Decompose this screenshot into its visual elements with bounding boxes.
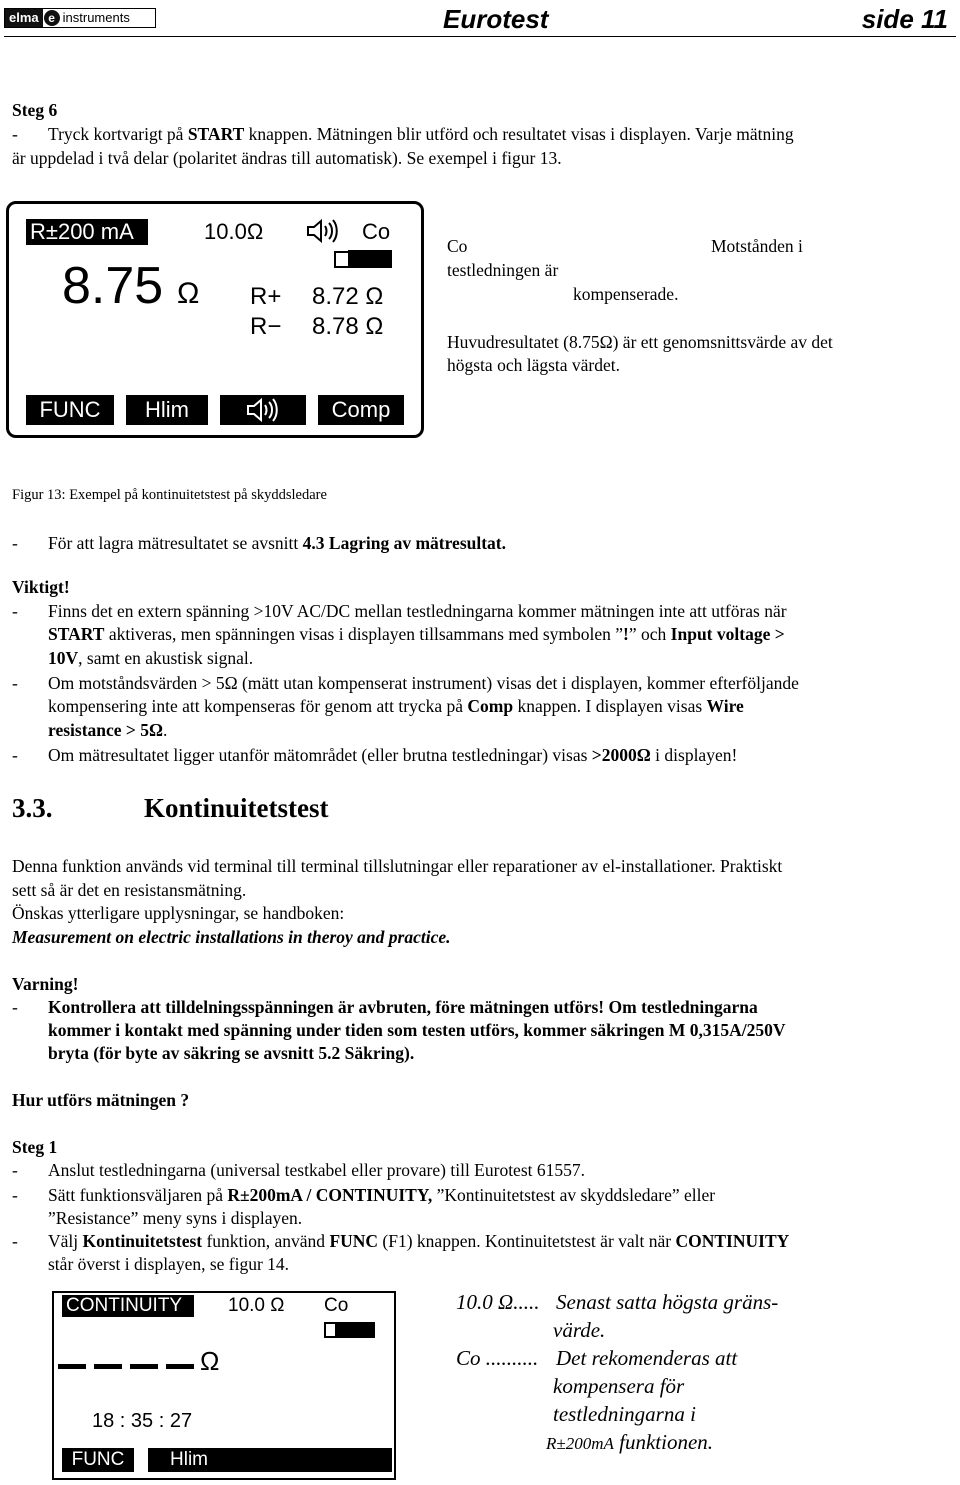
step1-item3: Välj Kontinuitetstest funktion, använd FUNC (F1) knappen. Kontinuitetstest är valt när CONTINUITY <box>48 1231 790 1251</box>
warning-l2: kommer i kontakt med spänning under tiden som testen utförs, kommer säkringen M 0,315A/250V <box>48 1020 786 1040</box>
section-title: Kontinuitetstest <box>144 793 329 823</box>
fig13-note-a2: Motstånden i <box>711 236 803 256</box>
step1-item2-l2: ”Resistance” meny syns i displayen. <box>48 1208 303 1228</box>
step1-item3-l2: står överst i displayen, se figur 14. <box>48 1254 290 1274</box>
step1-item2: Sätt funktionsväljaren på R±200mA / CONTINUITY, ”Kontinuitetstest av skyddsledare” eller <box>48 1185 716 1205</box>
bullet-dash: - <box>12 997 18 1017</box>
display2-battery-icon <box>324 1321 376 1339</box>
bullet-dash: - <box>12 533 18 553</box>
fig14-note-r2-c1: kompensera för <box>553 1374 685 1398</box>
fig14-note-r1-cont: värde. <box>553 1318 606 1342</box>
bullet-dash: - <box>12 1160 18 1180</box>
fig13-note-b1: Huvudresultatet (8.75Ω) är ett genomsnittsvärde av det <box>447 332 833 352</box>
display-rminus-label: R− <box>250 313 282 340</box>
important-p2-l1: Om motståndsvärden > 5Ω (mätt utan kompenserat instrument) visas det i displayen, kommer efterföljande <box>48 673 799 693</box>
intro-l3: Önskas ytterligare upplysningar, se handboken: <box>12 903 345 923</box>
handbook-title: Measurement on electric installations in theroy and practice. <box>12 927 451 947</box>
display-limit: 10.0Ω <box>204 219 264 244</box>
bullet-dash: - <box>12 1231 18 1251</box>
step6-line1: Tryck kortvarigt på START knappen. Mätningen blir utförd och resultatet visas i displayen. Varje mätning <box>48 124 794 144</box>
display2-softkey-hlim[interactable]: Hlim <box>148 1448 230 1472</box>
logo-right-text: instruments <box>62 10 130 25</box>
bullet-dash: - <box>12 1185 18 1205</box>
fig14-note-r2-c3: R±200mA funktionen. <box>546 1430 714 1454</box>
softkey-row <box>26 395 404 425</box>
fig13-note-a4: kompenserade. <box>573 284 679 304</box>
save-results-line: För att lagra mätresultatet se avsnitt 4.3 Lagring av mätresultat. <box>48 533 506 553</box>
important-p1-l3: 10V, samt en akustisk signal. <box>48 648 254 668</box>
bullet-dash: - <box>12 124 18 144</box>
display2-mode-label: CONTINUITY <box>62 1295 194 1317</box>
softkey-sound[interactable] <box>220 395 306 425</box>
display2-unit: Ω <box>200 1346 220 1376</box>
figure13-caption: Figur 13: Exempel på kontinuitetstest på skyddsledare <box>12 487 327 503</box>
fig14-note-r2: Co .......... <box>456 1346 539 1370</box>
softkey-comp[interactable]: Comp <box>331 397 391 422</box>
step6-heading: Steg 6 <box>12 100 58 120</box>
display-rplus-label: R+ <box>250 283 282 310</box>
bullet-dash: - <box>12 601 18 621</box>
important-p1-l2: START aktiveras, men spänningen visas i displayen tillsammans med symbolen ”!” och Input voltage > <box>48 624 785 644</box>
intro-l2: sett så är det en resistansmätning. <box>12 880 247 900</box>
logo-e-mark: e <box>44 10 60 26</box>
logo-left-text: elma <box>5 9 43 27</box>
display-co-indicator: Co <box>362 219 391 244</box>
fig14-note-r1: 10.0 Ω..... <box>456 1290 540 1314</box>
fig13-note-a3: testledningen är <box>447 260 559 280</box>
document-title: Eurotest <box>443 4 549 34</box>
display-mode-label: R±200 mA <box>26 219 148 245</box>
display2-softkey-empty <box>230 1448 392 1472</box>
important-heading: Viktigt! <box>12 577 70 597</box>
display2-clock: 18 : 35 : 27 <box>92 1410 193 1432</box>
display2-dashes <box>58 1352 194 1372</box>
important-p3: Om mätresultatet ligger utanför mätområdet (eller brutna testledningar) visas >2000Ω i displayen! <box>48 745 738 765</box>
fig14-note-r1-text: Senast satta högsta gräns- <box>556 1290 779 1314</box>
step1-item1: Anslut testledningarna (universal testkabel eller provare) till Eurotest 61557. <box>48 1160 585 1180</box>
warning-l3: bryta (för byte av säkring se avsnitt 5.2 Säkring). <box>48 1043 415 1063</box>
display-main-value: 8.75 <box>62 257 164 315</box>
softkey-speaker-icon <box>246 397 280 423</box>
step1-heading: Steg 1 <box>12 1137 58 1157</box>
intro-l1: Denna funktion används vid terminal till terminal tillslutningar eller reparationer av el-installationer. Praktiskt <box>12 856 783 876</box>
display2-softkey-row <box>62 1448 392 1472</box>
bullet-dash: - <box>12 673 18 693</box>
fig13-note-b2: högsta och lägsta värdet. <box>447 355 621 375</box>
important-p2-l3: resistance > 5Ω. <box>48 720 168 740</box>
header-divider <box>4 36 956 37</box>
step6-line2: är uppdelad i två delar (polaritet ändras till automatisk). Se exempel i figur 13. <box>12 148 562 168</box>
display-rplus-value: 8.72 Ω <box>312 283 384 310</box>
important-p1-l1: Finns det en extern spänning >10V AC/DC mellan testledningarna kommer mätningen inte att utföras när <box>48 601 787 621</box>
display-main-unit: Ω <box>177 277 200 310</box>
battery-icon <box>334 248 394 270</box>
fig13-note-co: Co <box>447 236 468 256</box>
display2-limit: 10.0 Ω <box>228 1295 285 1316</box>
display2-softkey-func[interactable]: FUNC <box>62 1448 134 1472</box>
softkey-hlim[interactable]: Hlim <box>145 397 189 422</box>
display2-co-indicator: Co <box>324 1295 349 1316</box>
important-p2-l2: kompensering inte att kompenseras för genom att trycka på Comp knappen. I displayen visas Wire <box>48 696 744 716</box>
how-heading: Hur utförs mätningen ? <box>12 1090 190 1110</box>
fig14-note-r2-c2: testledningarna i <box>553 1402 696 1426</box>
speaker-icon <box>306 218 340 244</box>
warning-heading: Varning! <box>12 974 79 994</box>
warning-l1: Kontrollera att tilldelningsspänningen är avbruten, före mätningen utförs! Om testledningarna <box>48 997 758 1017</box>
bullet-dash: - <box>12 745 18 765</box>
page-number: side 11 <box>861 4 948 34</box>
section-number: 3.3. <box>12 793 53 823</box>
elma-logo <box>4 8 156 28</box>
softkey-func[interactable]: FUNC <box>39 397 101 422</box>
display-rminus-value: 8.78 Ω <box>312 313 384 340</box>
fig14-note-r2-text: Det rekomenderas att <box>556 1346 738 1370</box>
